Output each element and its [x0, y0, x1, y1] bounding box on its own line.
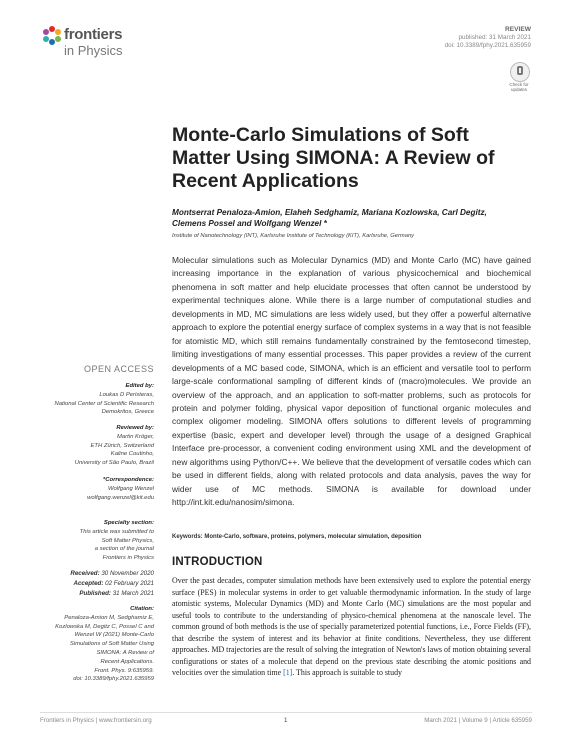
citation-line: SIMONA: A Review of: [96, 649, 154, 656]
article-title: Monte-Carlo Simulations of Soft Matter Using SIMONA: A Review of Recent Applications: [172, 124, 495, 192]
footer-volume: March 2021 | Volume 9 | Article 635959: [424, 717, 532, 724]
citation-line: Simulations of Soft Matter Using: [69, 641, 154, 648]
article-doi[interactable]: doi: 10.3389/fphy.2021.635959: [444, 42, 531, 49]
journal-logo: [42, 22, 152, 66]
footer-divider: [40, 712, 532, 713]
logo-word-journal: in Physics: [64, 43, 123, 58]
editor-affiliation-2: Demokritos, Greece: [101, 409, 154, 416]
intro-text-main: Over the past decades, computer simulation methods have been extensively used to explore the potential energy surface (PES) in molecular systems in order to get valuable thermodynamic information. In the study of large atomistic systems, Molecular Dynamics (MD) and Monte Carlo (MC) simulations are the most popular and useful tools to contribute to the understanding of physico-chemical phenomena at the nanoscale level. The common ground of both methods is the use of specially parameterized potential functions, i.e., Force Fields (FF), that describe the system of interest and its behavior at finite conditions. Nevertheless, they use different approaches. MD trajectories are the result of solving the integration of Newton's laws of motion obtaining several configurations or states of a molecule that depend on the previous state describing the atomic positions and velocities over the simulation time: [172, 576, 531, 677]
citation-line: Recent Applications.: [100, 658, 154, 665]
citation-line: Front. Phys. 9:635959.: [94, 667, 154, 674]
reviewer-2-affiliation: University of São Paulo, Brazil: [74, 460, 154, 467]
published-label: Published:: [79, 589, 111, 597]
reviewer-2-name: Kaline Coutinho,: [110, 451, 154, 458]
specialty-line-3: a section of the journal: [94, 546, 154, 553]
frontiers-logo-icon: [42, 26, 62, 46]
citation-block: [40, 605, 154, 684]
correspondence-email[interactable]: wolfgang.wenzel@kit.edu: [87, 494, 154, 501]
citation-line: doi: 10.3389/fphy.2021.635959: [73, 676, 154, 683]
edited-by-label: Edited by:: [125, 383, 154, 389]
specialty-line-2: Soft Matter Physics,: [101, 537, 154, 544]
citation-line: Wenzel W (2021) Monte-Carlo: [74, 632, 154, 639]
intro-text-tail: . This approach is suitable to study: [292, 668, 402, 677]
received-label: Received:: [70, 570, 100, 577]
accepted-label: Accepted:: [73, 579, 104, 587]
page-number: 1: [284, 717, 288, 724]
received-date: [40, 569, 154, 579]
citation-line: Penaloza-Amion M, Sedghamiz E,: [64, 614, 154, 621]
specialty-line-4: Frontiers in Physics: [102, 555, 154, 562]
author-list: [172, 207, 532, 229]
specialty-section: [40, 519, 154, 563]
specialty-label: Specialty section:: [103, 520, 154, 526]
accepted-value: 02 February 2021: [105, 579, 154, 587]
correspondence-info: [40, 476, 154, 502]
article-dates: [40, 569, 154, 598]
keywords-label: Keywords:: [172, 534, 203, 540]
reviewer-info: [40, 424, 154, 468]
correspondence-label: *Correspondence:: [102, 477, 154, 483]
article-meta: [445, 26, 531, 50]
editor-name: Loukas D Peristeras,: [99, 391, 154, 398]
editor-affiliation-1: National Center of Scientific Research: [54, 400, 154, 407]
editor-info: [40, 382, 154, 417]
reference-link[interactable]: [1]: [283, 668, 293, 677]
reviewer-1-affiliation: ETH Zürich, Switzerland: [90, 442, 154, 449]
keywords-list: Monte-Carlo, software, proteins, polymers, molecular simulation, deposition: [204, 534, 422, 540]
check-for-updates-badge[interactable]: [506, 62, 532, 96]
bookmark-icon: [510, 62, 530, 82]
reviewed-by-label: Reviewed by:: [116, 425, 154, 431]
reviewer-1-name: Martin Kröger,: [117, 433, 154, 440]
citation-label: Citation:: [130, 606, 154, 612]
received-value: 30 November 2020: [101, 570, 154, 577]
authors-line-2: Clemens Possel and Wolfgang Wenzel *: [172, 219, 327, 228]
published-date: published: 31 March 2021: [458, 34, 531, 41]
correspondence-name: Wolfgang Wenzel: [107, 485, 154, 492]
accepted-date: [40, 579, 154, 589]
published-left-date: [40, 589, 154, 599]
logo-word-frontiers: frontiers: [64, 26, 123, 43]
introduction-text: [172, 575, 531, 679]
keywords: [172, 534, 531, 540]
specialty-line-1: This article was submitted to: [79, 528, 154, 535]
abstract: Molecular simulations such as Molecular Dynamics (MD) and Monte Carlo (MC) have gained increasing importance in the explanation of various physicochemical and biochemical phenomena in soft matter and help elucidate processes that often cannot be understood by experimental techniques alone. While there is a large number of computational studies and developments in MD, MC simulations are less widely used, but they offer a powerful alternative approach to explore the potential energy surface of complex systems in a way that is not feasible for atomistic MD, which still remains fundamentally constrained by the femtosecond timestep, limiting investigations of many essential processes. This paper provides a review of the current developments of a MC based code, SIMONA, which is an efficient and versatile tool to perform large-scale conformational sampling of different kinds of (macro)molecules. We provide an overview of the approach, and an application to soft-matter problems, such as protocols for protein and polymer folding, physical vapor deposition of functional organic molecules and complex oligomer modeling. SIMONA offers solutions to different levels of programming expertise (basic, expert and developer level) through the usage of a designed Graphical Interface pre-processor, a convenient coding environment using XML and the development of new algorithms using Python/C++. We believe that the development of versatile codes which can be used in different fields, along with related protocols and data analysis, paves the way for wider use of MC methods. SIMONA is available for download under http://int.kit.edu/nanosim/simona.: [172, 255, 531, 508]
affiliation: Institute of Nanotechnology (INT), Karlsruhe Institute of Technology (KIT), Karlsruhe, Germany: [172, 233, 415, 239]
citation-line: Kozlowska M, Degitz C, Possel C and: [55, 623, 154, 630]
badge-label: Check for updates: [509, 82, 529, 92]
open-access-label: OPEN ACCESS: [83, 364, 154, 374]
introduction-heading: INTRODUCTION: [172, 556, 263, 568]
published-value: 31 March 2021: [112, 589, 154, 597]
article-type: REVIEW: [504, 26, 531, 33]
authors-line-1: Montserrat Penaloza-Amion, Elaheh Sedghamiz, Mariana Kozlowska, Carl Degitz,: [172, 208, 487, 217]
footer-journal[interactable]: Frontiers in Physics | www.frontiersin.org: [40, 717, 152, 724]
